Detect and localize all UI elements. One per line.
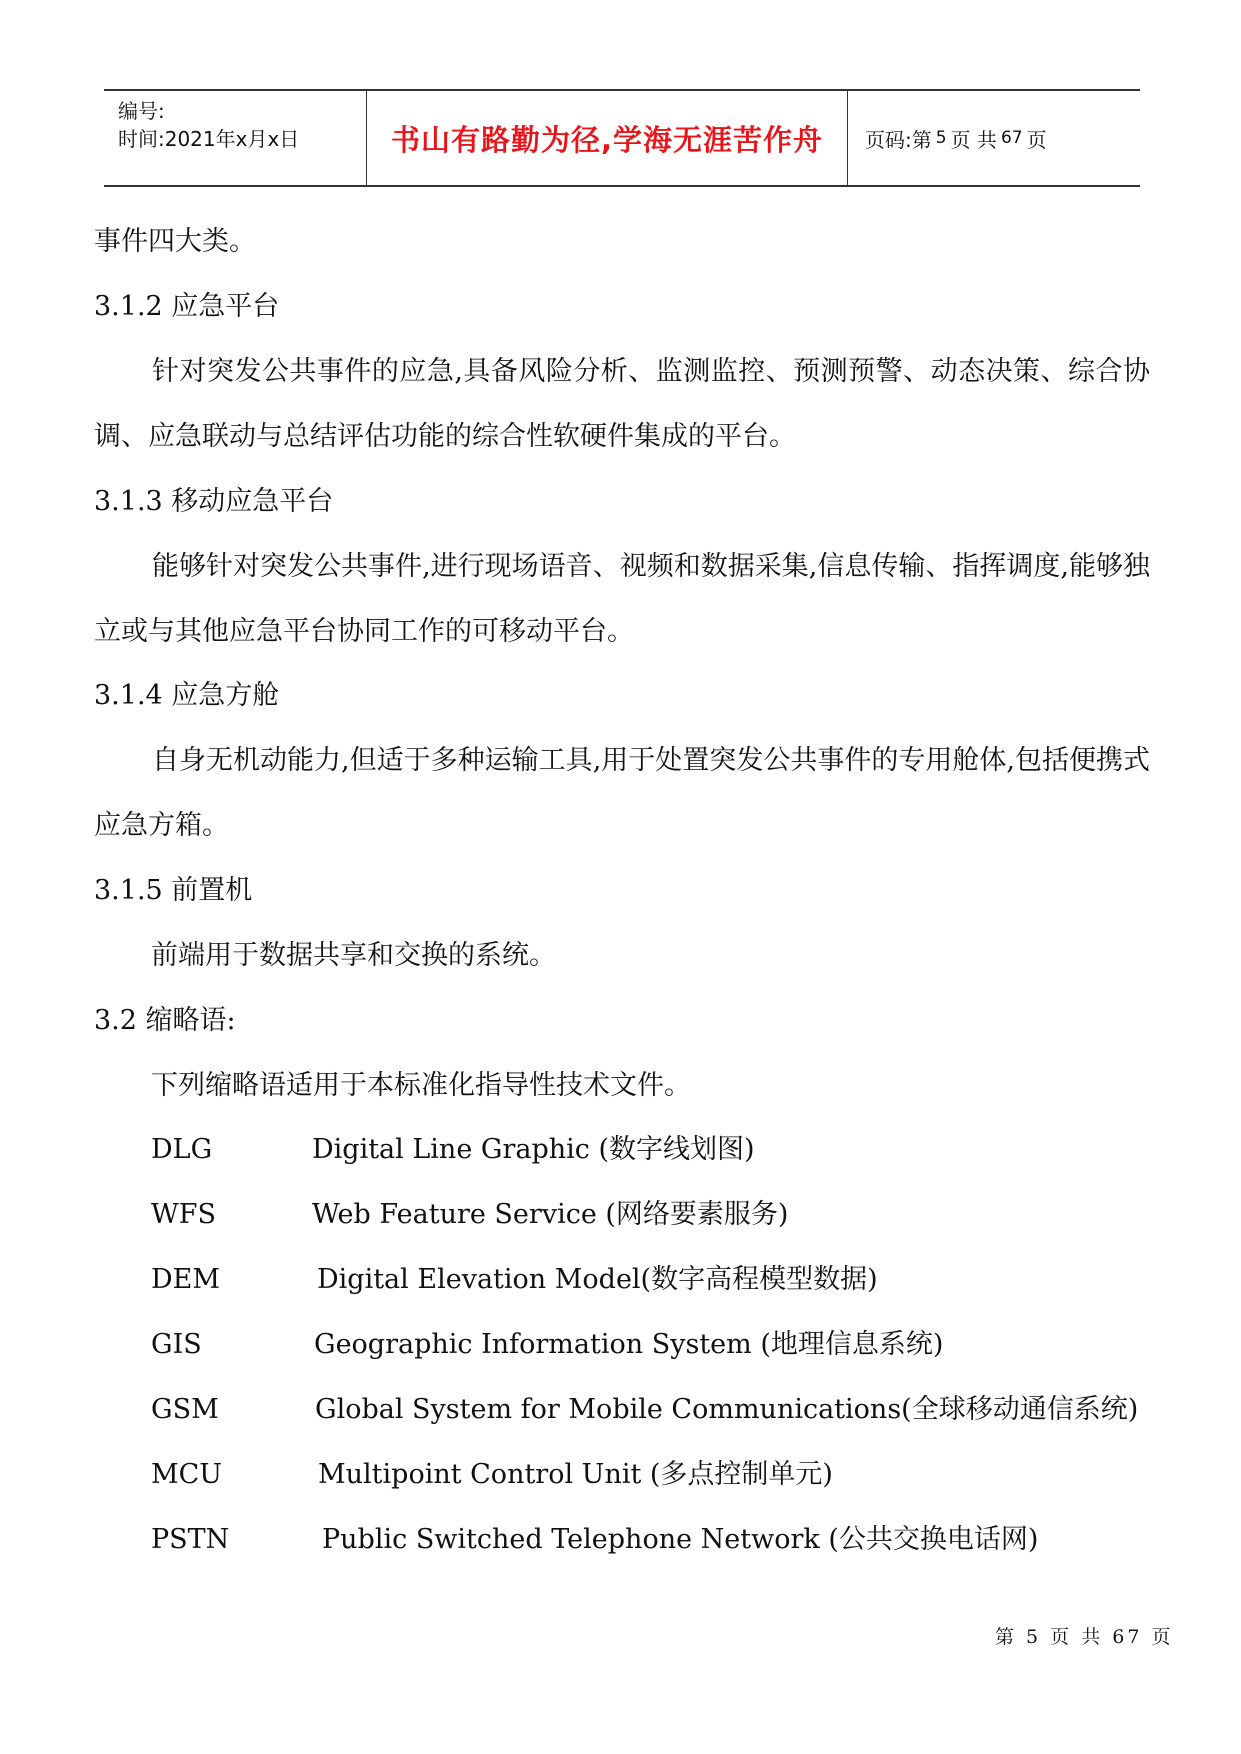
abbr-code: GSM <box>151 1394 219 1425</box>
page-footer: 第 5 页 共 67 页 <box>995 1626 1174 1648</box>
section-3-2-text: 下列缩略语适用于本标准化指导性技术文件。 <box>151 1070 691 1101</box>
abbr-code: GIS <box>151 1329 202 1360</box>
section-3-1-4-title: 3.1.4 应急方舱 <box>94 680 280 711</box>
page-total: 67 <box>1000 128 1023 148</box>
section-3-1-5-text: 前端用于数据共享和交换的系统。 <box>151 940 556 971</box>
document-number-label: 编号: <box>118 99 165 123</box>
intro-tail: 事件四大类。 <box>94 226 256 257</box>
abbr-code: MCU <box>151 1459 223 1490</box>
page-header <box>104 89 1140 187</box>
abbr-definition: Web Feature Service (网络要素服务) <box>312 1199 789 1230</box>
abbr-code: PSTN <box>151 1524 230 1555</box>
abbr-code: WFS <box>151 1199 216 1230</box>
section-3-1-5-title: 3.1.5 前置机 <box>94 875 253 906</box>
page-mid: 页 共 <box>950 127 997 152</box>
header-page-indicator <box>849 91 1140 185</box>
section-3-1-3-text: 能够针对突发公共事件,进行现场语音、视频和数据采集,信息传输、指挥调度,能够独立或与其他应急平台协同工作的可移动平台。 <box>94 551 1150 647</box>
page-number: 5 <box>935 128 947 148</box>
page-prefix: 页码:第 <box>865 127 932 152</box>
abbr-definition: Multipoint Control Unit (多点控制单元) <box>318 1459 833 1490</box>
abbr-code: DLG <box>151 1134 213 1165</box>
section-3-1-4-text: 自身无机动能力,但适于多种运输工具,用于处置突发公共事件的专用舱体,包括便携式应急方箱。 <box>94 745 1150 841</box>
abbr-code: DEM <box>151 1264 221 1295</box>
abbr-definition: Global System for Mobile Communications(全球移动通信系统) <box>315 1394 1139 1425</box>
page-suffix: 页 <box>1026 127 1047 152</box>
section-3-1-3-title: 3.1.3 移动应急平台 <box>94 486 334 517</box>
abbr-definition: Geographic Information System (地理信息系统) <box>314 1329 944 1360</box>
abbr-definition: Digital Elevation Model(数字高程模型数据) <box>317 1264 878 1295</box>
section-3-1-2-text: 针对突发公共事件的应急,具备风险分析、监测监控、预测预警、动态决策、综合协调、应急联动与总结评估功能的综合性软硬件集成的平台。 <box>94 356 1150 452</box>
section-3-1-2-title: 3.1.2 应急平台 <box>94 291 280 322</box>
header-motto: 书山有路勤为径,学海无涯苦作舟 <box>367 91 848 185</box>
section-3-2-title: 3.2 缩略语: <box>94 1005 236 1036</box>
header-meta <box>104 91 367 185</box>
document-time: 时间:2021年x月x日 <box>118 127 300 151</box>
abbr-definition: Public Switched Telephone Network (公共交换电话网) <box>322 1524 1039 1555</box>
abbr-definition: Digital Line Graphic (数字线划图) <box>312 1134 755 1165</box>
